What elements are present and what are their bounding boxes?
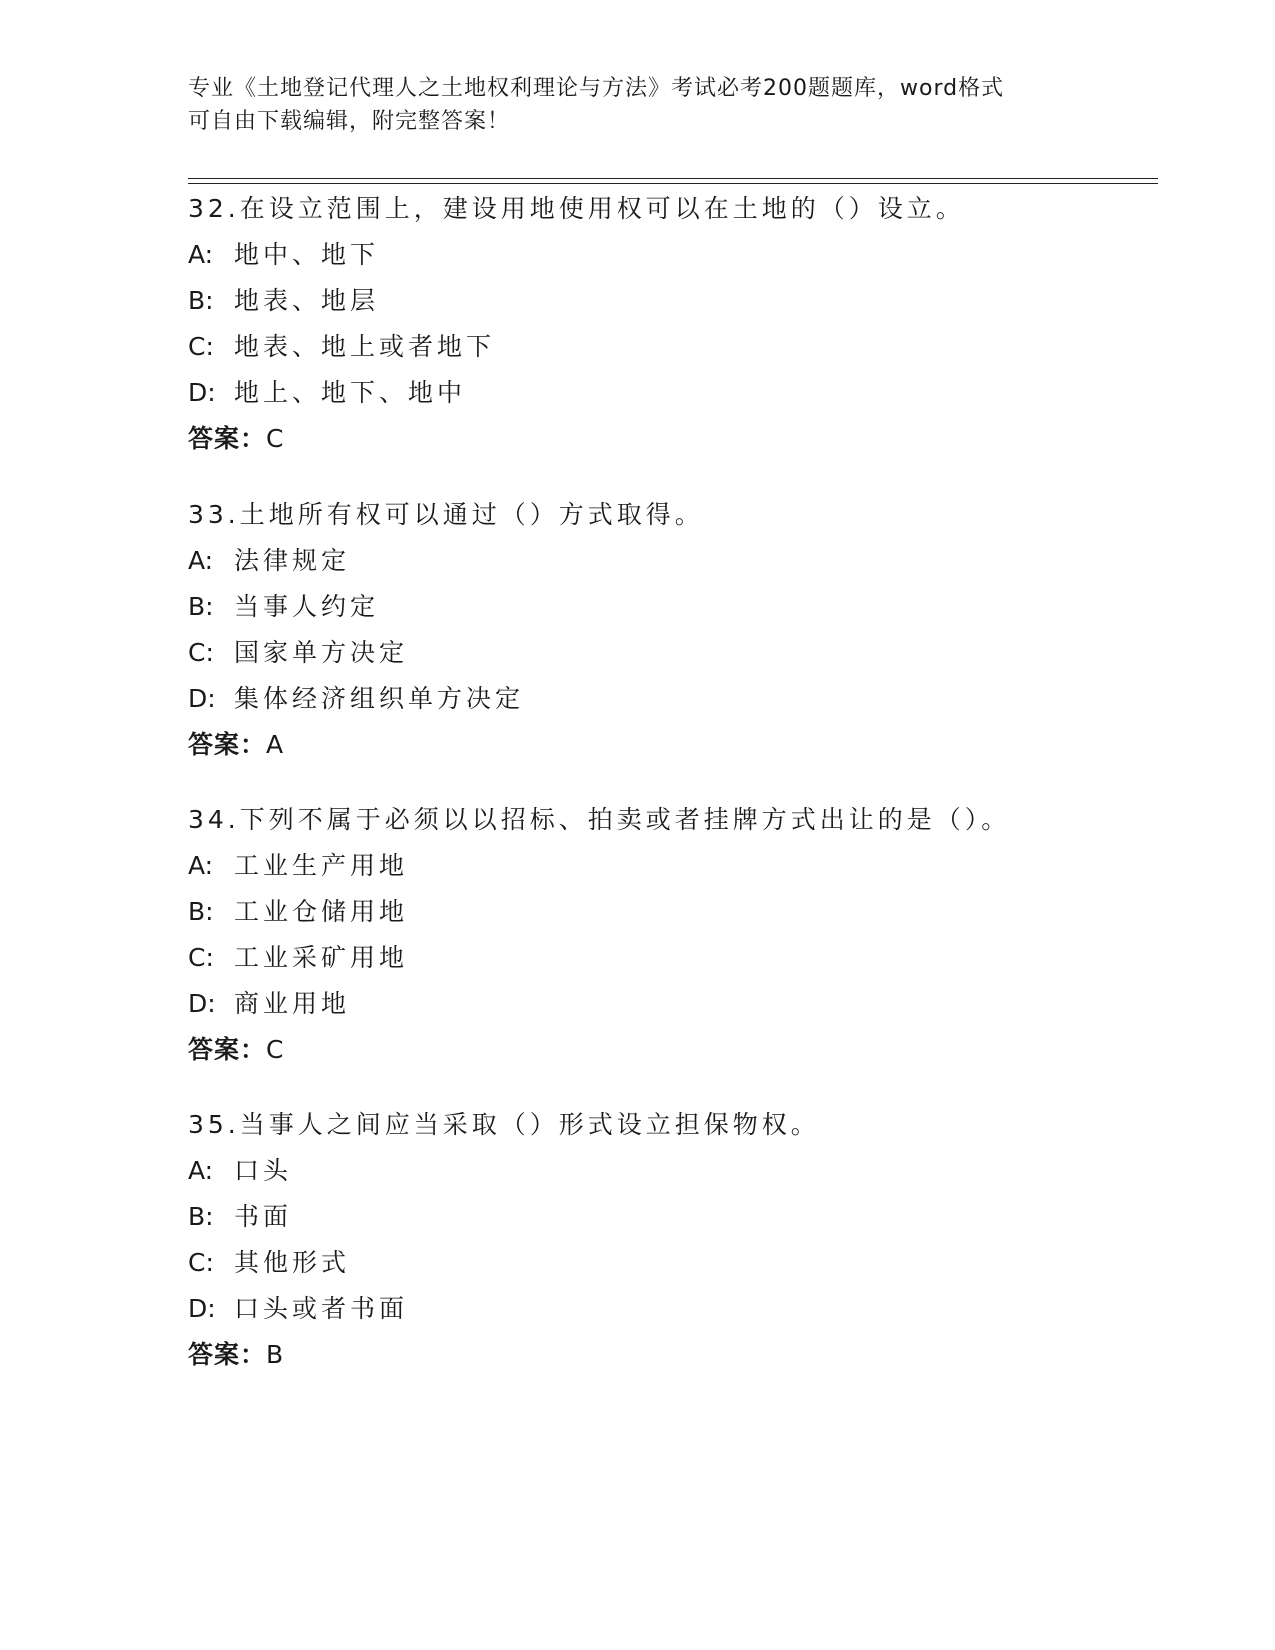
option-b: B: 工业仓储用地 (188, 897, 409, 926)
question-text: 35.当事人之间应当采取（）形式设立担保物权。 (188, 1110, 820, 1139)
answer-value: C (266, 1035, 285, 1064)
document-header (188, 72, 1088, 138)
option-d: D: 地上、地下、地中 (188, 378, 467, 407)
answer-label: 答案： (188, 1340, 267, 1369)
option-c: C: 地表、地上或者地下 (188, 332, 496, 361)
option-c: C: 国家单方决定 (188, 638, 409, 667)
question-35 (188, 1102, 1148, 1378)
option-c: C: 工业采矿用地 (188, 943, 409, 972)
header-divider-top (188, 178, 1158, 179)
option-c: C: 其他形式 (188, 1248, 351, 1277)
answer-value: C (266, 424, 285, 453)
option-b: B: 当事人约定 (188, 592, 380, 621)
answer-value: A (266, 730, 285, 759)
option-a: A: 法律规定 (188, 546, 351, 575)
answer-label: 答案： (188, 424, 267, 453)
option-a: A: 工业生产用地 (188, 851, 409, 880)
question-text: 33.土地所有权可以通过（）方式取得。 (188, 500, 704, 529)
answer-line (188, 722, 1148, 768)
option-d: D: 口头或者书面 (188, 1294, 409, 1323)
answer-line (188, 1332, 1148, 1378)
option-d: D: 集体经济组织单方决定 (188, 684, 525, 713)
header-line-1: 专业《土地登记代理人之土地权利理论与方法》考试必考200题题库，word格式 (188, 76, 1005, 101)
option-d: D: 商业用地 (188, 989, 351, 1018)
option-b: B: 书面 (188, 1202, 293, 1231)
answer-label: 答案： (188, 730, 267, 759)
question-text: 34.下列不属于必须以以招标、拍卖或者挂牌方式出让的是（）。 (188, 805, 1011, 834)
header-line-2: 可自由下载编辑，附完整答案！ (188, 109, 511, 134)
question-32 (188, 186, 1148, 462)
question-33 (188, 492, 1148, 768)
question-34 (188, 797, 1148, 1073)
answer-value: B (266, 1340, 285, 1369)
option-a: A: 口头 (188, 1156, 293, 1185)
answer-label: 答案： (188, 1035, 267, 1064)
header-divider-bottom (188, 183, 1158, 184)
answer-line (188, 416, 1148, 462)
option-b: B: 地表、地层 (188, 286, 380, 315)
option-a: A: 地中、地下 (188, 240, 380, 269)
answer-line (188, 1027, 1148, 1073)
question-text: 32.在设立范围上，建设用地使用权可以在土地的（）设立。 (188, 194, 965, 223)
